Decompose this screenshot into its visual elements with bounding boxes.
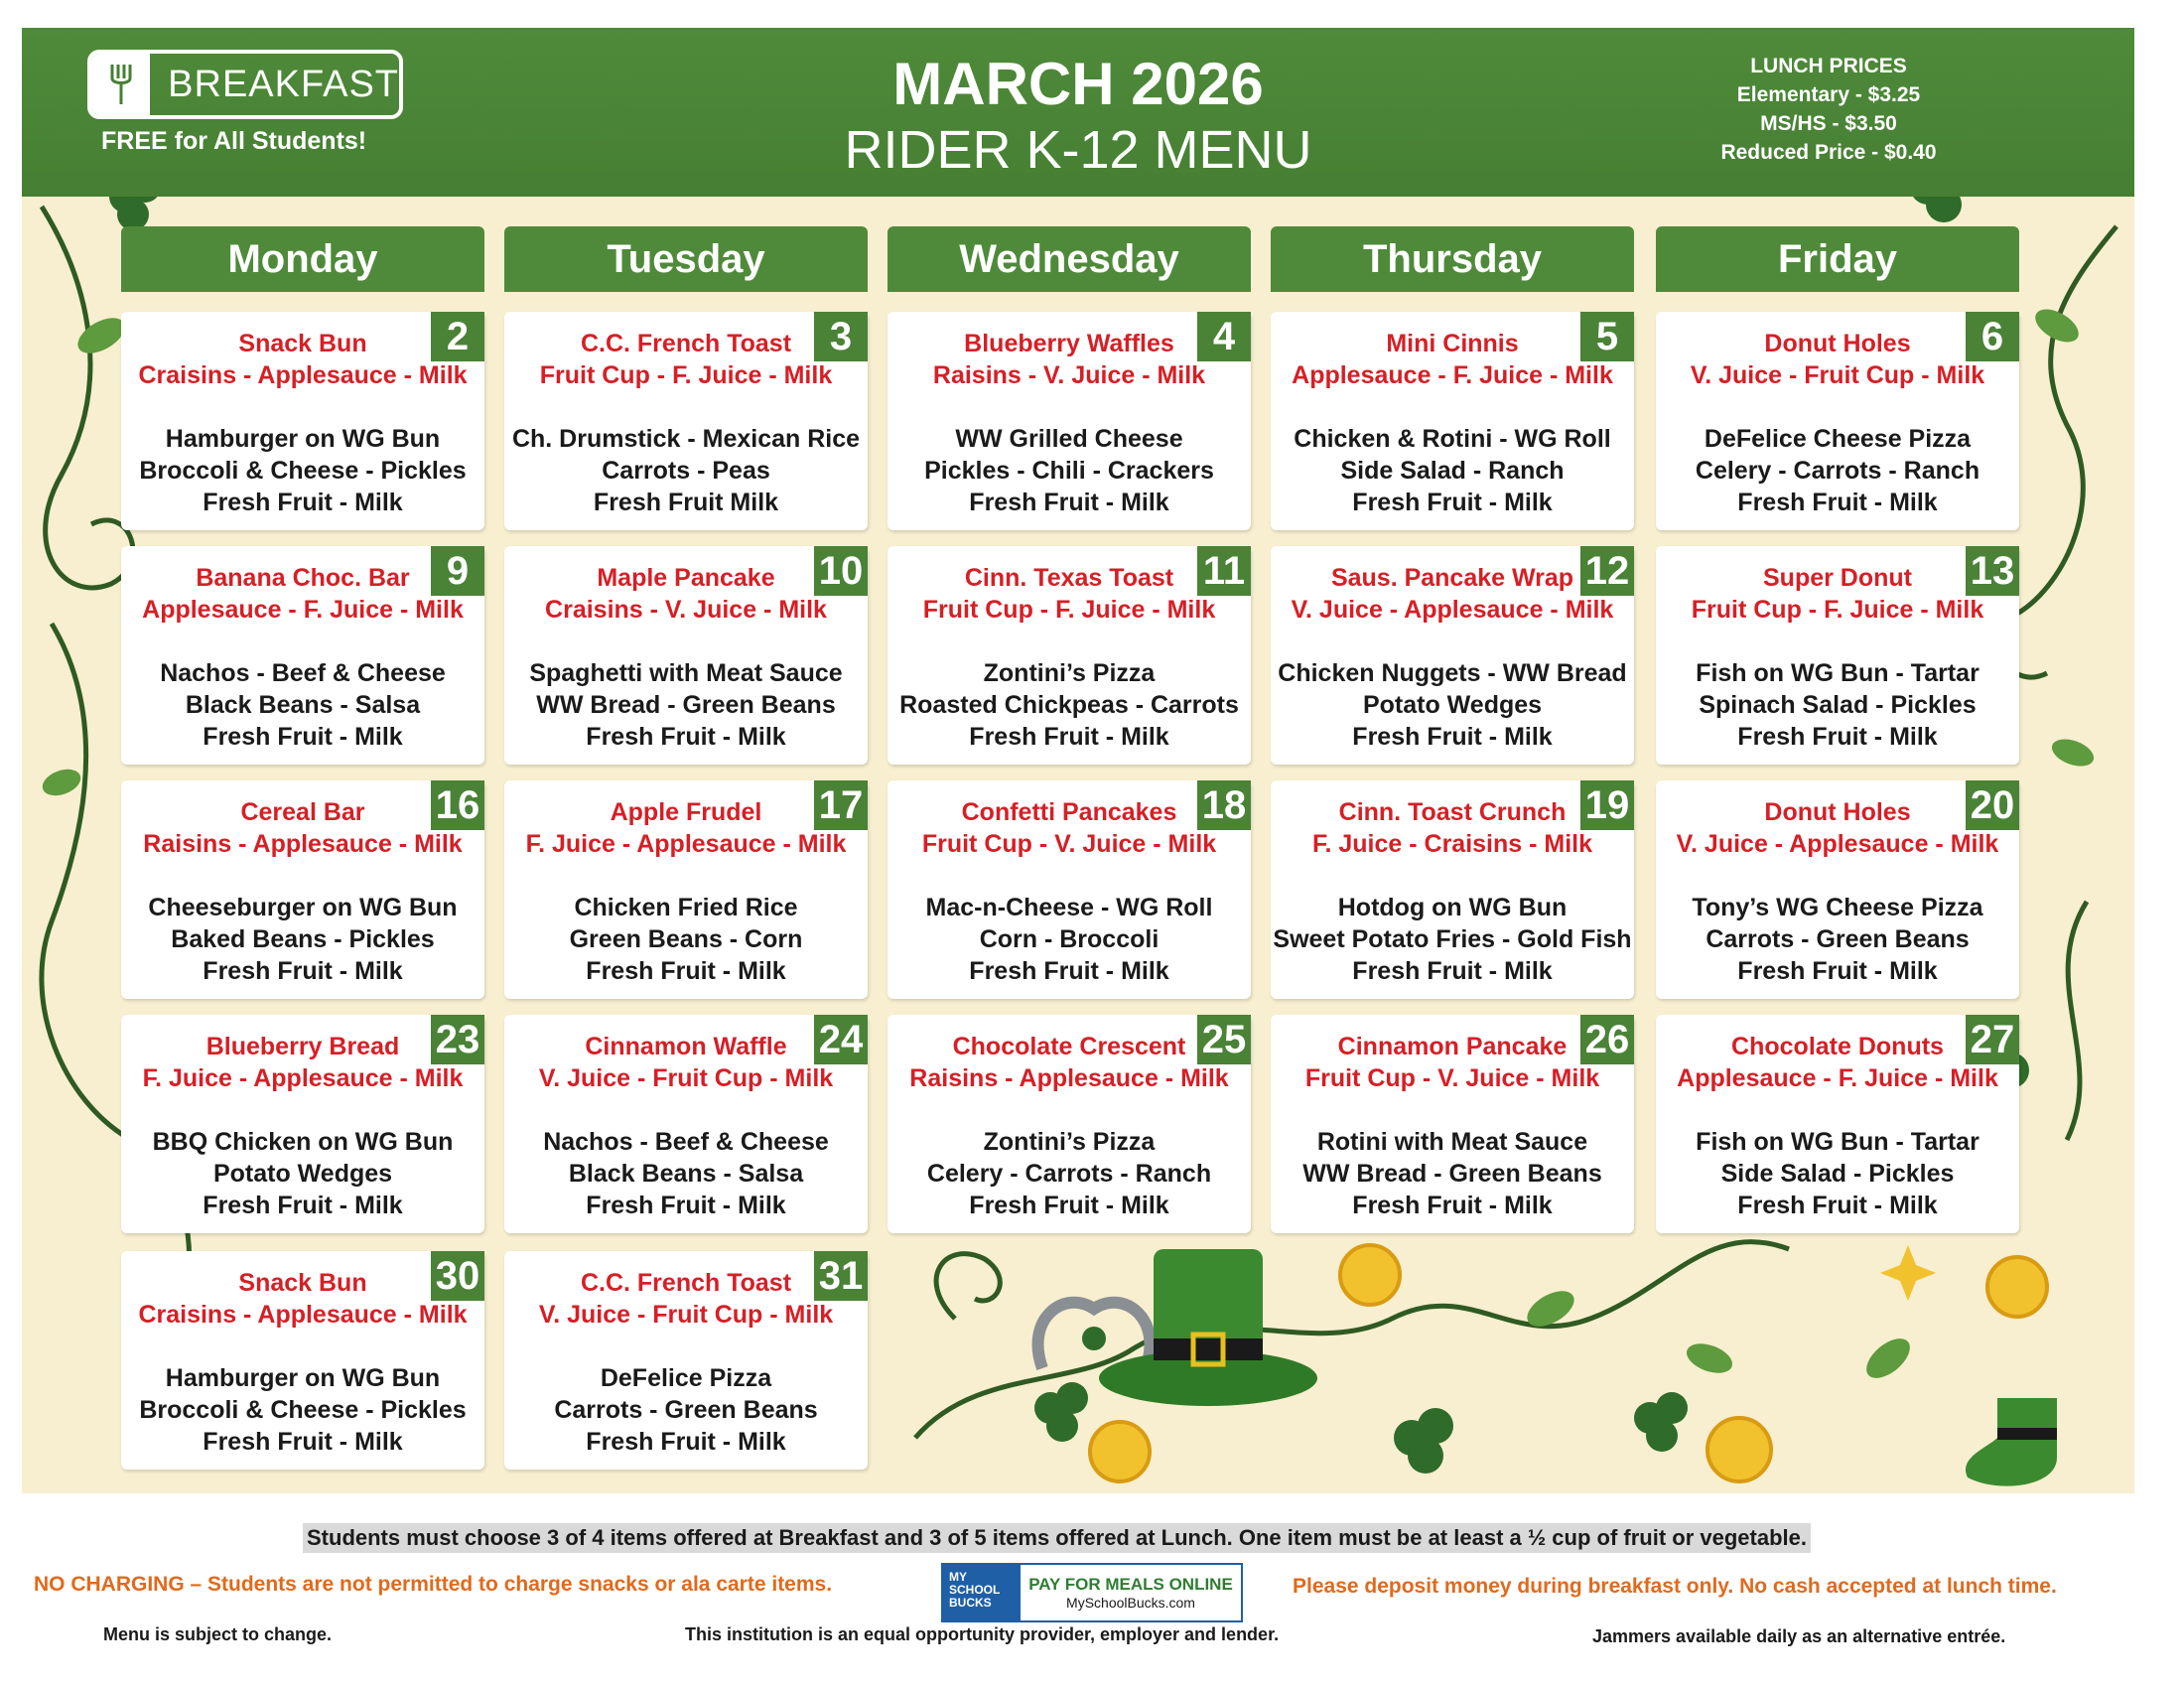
lunch-entree: Hotdog on WG Bun xyxy=(1337,894,1568,921)
no-charging-notice: NO CHARGING – Students are not permitted to charge snacks or ala carte items. xyxy=(34,1573,833,1596)
day-cell xyxy=(1656,780,2019,999)
myschoolbucks-site: MySchoolBucks.com xyxy=(1066,1595,1195,1611)
lunch-sides: Broccoli & Cheese - Pickles xyxy=(139,457,467,485)
day-header-friday: Friday xyxy=(1656,226,2019,292)
breakfast-item: Banana Choc. Bar xyxy=(196,564,410,592)
lunch-entree: Chicken Fried Rice xyxy=(574,894,798,921)
breakfast-sides: V. Juice - Applesauce - Milk xyxy=(1291,596,1614,624)
lunch-sides: Potato Wedges xyxy=(212,1160,393,1188)
lunch-sides: WW Bread - Green Beans xyxy=(536,691,836,719)
breakfast-item: Saus. Pancake Wrap xyxy=(1330,564,1574,592)
subject-to-change-note: Menu is subject to change. xyxy=(103,1624,333,1644)
lunch-entree: Zontini’s Pizza xyxy=(983,659,1156,687)
lunch-extras: Fresh Fruit - Milk xyxy=(969,1192,1169,1219)
breakfast-item: Donut Holes xyxy=(1764,330,1911,357)
breakfast-item: Blueberry Bread xyxy=(205,1033,400,1060)
breakfast-item: C.C. French Toast xyxy=(580,330,792,357)
lunch-extras: Fresh Fruit - Milk xyxy=(203,723,403,751)
lunch-sides: WW Bread - Green Beans xyxy=(1302,1160,1602,1188)
date-number: 27 xyxy=(1966,1015,2019,1064)
lunch-extras: Fresh Fruit - Milk xyxy=(1737,489,1938,516)
breakfast-sides: Fruit Cup - F. Juice - Milk xyxy=(922,596,1216,624)
lunch-sides: Pickles - Chili - Crackers xyxy=(924,457,1214,485)
equal-opportunity-note: This institution is an equal opportunity provider, employer and lender. xyxy=(685,1624,1280,1644)
lunch-extras: Fresh Fruit - Milk xyxy=(203,1192,403,1219)
lunch-extras: Fresh Fruit - Milk xyxy=(586,723,786,751)
lunch-extras: Fresh Fruit - Milk xyxy=(203,957,403,985)
lunch-extras: Fresh Fruit - Milk xyxy=(1737,1192,1938,1219)
lunch-extras: Fresh Fruit - Milk xyxy=(1352,489,1553,516)
lunch-sides: Broccoli & Cheese - Pickles xyxy=(139,1396,467,1424)
date-number: 5 xyxy=(1580,312,1634,361)
lunch-entree: Cheeseburger on WG Bun xyxy=(148,894,458,921)
lunch-extras: Fresh Fruit - Milk xyxy=(969,723,1169,751)
day-cell xyxy=(1656,546,2019,765)
breakfast-item: Donut Holes xyxy=(1764,798,1911,826)
breakfast-item: Apple Frudel xyxy=(610,798,762,826)
breakfast-item: Cinnamon Waffle xyxy=(585,1033,787,1060)
day-cell xyxy=(1271,546,1634,765)
breakfast-sides: Craisins - V. Juice - Milk xyxy=(545,596,827,624)
deposit-notice: Please deposit money during breakfast only. No cash accepted at lunch time. xyxy=(1293,1575,2057,1598)
breakfast-item: Cinnamon Pancake xyxy=(1337,1033,1568,1060)
lunch-sides: Roasted Chickpeas - Carrots xyxy=(899,691,1239,719)
lunch-prices-heading: LUNCH PRICES xyxy=(1750,55,1907,77)
lunch-entree: Chicken Nuggets - WW Bread xyxy=(1278,659,1627,687)
date-number: 18 xyxy=(1197,780,1251,830)
page-subtitle: RIDER K-12 MENU xyxy=(844,120,1312,180)
lunch-extras: Fresh Fruit - Milk xyxy=(203,489,403,516)
day-cell xyxy=(1656,1015,2019,1233)
breakfast-sides: Raisins - V. Juice - Milk xyxy=(932,361,1206,389)
header-band xyxy=(22,28,2134,197)
day-header-wednesday: Wednesday xyxy=(887,226,1251,292)
breakfast-sides: Applesauce - F. Juice - Milk xyxy=(1677,1064,1998,1092)
day-cell xyxy=(887,780,1251,999)
breakfast-free-text: FREE for All Students! xyxy=(101,127,367,155)
breakfast-item: Chocolate Crescent xyxy=(952,1033,1186,1060)
lunch-entree: Nachos - Beef & Cheese xyxy=(160,659,446,687)
lunch-sides: Spinach Salad - Pickles xyxy=(1699,691,1977,719)
day-cell xyxy=(1656,312,2019,530)
lunch-extras: Fresh Fruit - Milk xyxy=(1352,957,1553,985)
day-cell xyxy=(1271,1015,1634,1233)
menu-sheet xyxy=(22,28,2134,1493)
lunch-extras: Fresh Fruit Milk xyxy=(593,489,779,516)
lunch-sides: Sweet Potato Fries - Gold Fish xyxy=(1273,925,1632,953)
lunch-sides: Celery - Carrots - Ranch xyxy=(1695,457,1980,485)
sparkle-icon xyxy=(1880,1245,1936,1301)
lunch-extras: Fresh Fruit - Milk xyxy=(586,1428,786,1456)
day-header-tuesday: Tuesday xyxy=(504,226,868,292)
day-cell xyxy=(504,546,868,765)
lunch-entree: Rotini with Meat Sauce xyxy=(1316,1128,1588,1156)
myschoolbucks-text xyxy=(1021,1565,1241,1620)
day-cell xyxy=(1271,780,1634,999)
page-title: MARCH 2026 xyxy=(892,51,1264,117)
lunch-sides: Potato Wedges xyxy=(1362,691,1543,719)
breakfast-sides: V. Juice - Applesauce - Milk xyxy=(1676,830,1999,858)
day-cell xyxy=(504,312,868,530)
breakfast-sides: Applesauce - F. Juice - Milk xyxy=(1292,361,1613,389)
pay-online-label: PAY FOR MEALS ONLINE xyxy=(1028,1575,1233,1594)
day-cell xyxy=(121,312,484,530)
day-header-thursday: Thursday xyxy=(1271,226,1634,292)
myschoolbucks-logo: MY SCHOOL BUCKS xyxy=(943,1565,1021,1620)
breakfast-item: Cereal Bar xyxy=(240,798,365,826)
lunch-entree: Chicken & Rotini - WG Roll xyxy=(1294,425,1611,453)
day-cell xyxy=(504,1015,868,1233)
date-number: 26 xyxy=(1580,1015,1634,1064)
lunch-entree: WW Grilled Cheese xyxy=(955,425,1183,453)
lunch-extras: Fresh Fruit - Milk xyxy=(203,1428,403,1456)
breakfast-sides: Craisins - Applesauce - Milk xyxy=(138,1301,468,1329)
day-cell xyxy=(121,1015,484,1233)
breakfast-item: Cinn. Texas Toast xyxy=(964,564,1174,592)
breakfast-item: Maple Pancake xyxy=(597,564,775,592)
date-number: 11 xyxy=(1197,546,1251,596)
lunch-entree: Spaghetti with Meat Sauce xyxy=(529,659,843,687)
lunch-extras: Fresh Fruit - Milk xyxy=(586,957,786,985)
lunch-extras: Fresh Fruit - Milk xyxy=(969,957,1169,985)
date-number: 10 xyxy=(814,546,868,596)
myschoolbucks-badge[interactable] xyxy=(941,1563,1243,1622)
lunch-sides: Celery - Carrots - Ranch xyxy=(926,1160,1212,1188)
day-cell xyxy=(504,780,868,999)
lunch-sides: Baked Beans - Pickles xyxy=(171,925,435,953)
date-number: 23 xyxy=(431,1015,484,1064)
lunch-entree: Tony’s WG Cheese Pizza xyxy=(1692,894,1983,921)
lunch-entree: Ch. Drumstick - Mexican Rice xyxy=(511,425,861,453)
date-number: 25 xyxy=(1197,1015,1251,1064)
lunch-entree: DeFelice Cheese Pizza xyxy=(1704,425,1972,453)
breakfast-sides: Fruit Cup - F. Juice - Milk xyxy=(539,361,833,389)
breakfast-sides: Raisins - Applesauce - Milk xyxy=(909,1064,1229,1092)
date-number: 31 xyxy=(814,1251,868,1301)
date-number: 13 xyxy=(1966,546,2019,596)
lunch-sides: Corn - Broccoli xyxy=(979,925,1160,953)
lunch-entree: Zontini’s Pizza xyxy=(983,1128,1156,1156)
lunch-sides: Green Beans - Corn xyxy=(569,925,803,953)
breakfast-item: Chocolate Donuts xyxy=(1731,1033,1944,1060)
lunch-sides: Carrots - Green Beans xyxy=(1706,925,1970,953)
date-number: 30 xyxy=(431,1251,484,1301)
lunch-sides: Black Beans - Salsa xyxy=(568,1160,804,1188)
breakfast-label: BREAKFAST xyxy=(168,63,399,105)
day-cell xyxy=(121,1251,484,1470)
date-number: 12 xyxy=(1580,546,1634,596)
lunch-entree: Hamburger on WG Bun xyxy=(165,425,441,453)
date-number: 6 xyxy=(1966,312,2019,361)
date-number: 20 xyxy=(1966,780,2019,830)
day-cell xyxy=(887,546,1251,765)
lunch-extras: Fresh Fruit - Milk xyxy=(1352,723,1553,751)
day-cell xyxy=(121,780,484,999)
lunch-entree: Nachos - Beef & Cheese xyxy=(543,1128,829,1156)
lunch-sides: Side Salad - Pickles xyxy=(1720,1160,1955,1188)
date-number: 24 xyxy=(814,1015,868,1064)
breakfast-item: Blueberry Waffles xyxy=(964,330,1174,357)
breakfast-sides: Fruit Cup - V. Juice - Milk xyxy=(1304,1064,1600,1092)
day-header-monday: Monday xyxy=(121,226,484,292)
lunch-entree: Fish on WG Bun - Tartar xyxy=(1696,659,1979,687)
lunch-extras: Fresh Fruit - Milk xyxy=(1737,957,1938,985)
day-cell xyxy=(121,546,484,765)
breakfast-item: C.C. French Toast xyxy=(580,1269,792,1297)
breakfast-item: Cinn. Toast Crunch xyxy=(1338,798,1567,826)
breakfast-item: Confetti Pancakes xyxy=(961,798,1177,826)
lunch-extras: Fresh Fruit - Milk xyxy=(586,1192,786,1219)
leprechaun-hat-icon xyxy=(1099,1249,1317,1406)
lunch-entree: Mac-n-Cheese - WG Roll xyxy=(925,894,1213,921)
lunch-sides: Carrots - Green Beans xyxy=(554,1396,818,1424)
selection-rule-notice: Students must choose 3 of 4 items offered at Breakfast and 3 of 5 items offered at Lunch. One item must be at least a ½ cup of fruit or vegetable. xyxy=(303,1523,1811,1553)
date-number: 4 xyxy=(1197,312,1251,361)
price-reduced: Reduced Price - $0.40 xyxy=(1720,141,1937,164)
lunch-sides: Side Salad - Ranch xyxy=(1340,457,1565,485)
lunch-entree: Hamburger on WG Bun xyxy=(165,1364,441,1392)
date-number: 3 xyxy=(814,312,868,361)
price-ms-hs: MS/HS - $3.50 xyxy=(1760,112,1897,135)
breakfast-item: Mini Cinnis xyxy=(1386,330,1519,357)
breakfast-item: Super Donut xyxy=(1763,564,1912,592)
breakfast-sides: Craisins - Applesauce - Milk xyxy=(138,361,468,389)
day-cell xyxy=(887,312,1251,530)
breakfast-sides: Fruit Cup - F. Juice - Milk xyxy=(1691,596,1984,624)
lunch-sides: Carrots - Peas xyxy=(602,457,770,485)
day-cell xyxy=(504,1251,868,1470)
lunch-entree: DeFelice Pizza xyxy=(600,1364,772,1392)
day-cell xyxy=(1271,312,1634,530)
lunch-sides: Black Beans - Salsa xyxy=(185,691,421,719)
date-number: 16 xyxy=(431,780,484,830)
breakfast-item: Snack Bun xyxy=(238,1269,367,1297)
breakfast-sides: Fruit Cup - V. Juice - Milk xyxy=(921,830,1217,858)
breakfast-sides: F. Juice - Applesauce - Milk xyxy=(525,830,847,858)
date-number: 19 xyxy=(1580,780,1634,830)
breakfast-item: Snack Bun xyxy=(238,330,367,357)
breakfast-sides: Raisins - Applesauce - Milk xyxy=(143,830,463,858)
lunch-extras: Fresh Fruit - Milk xyxy=(1737,723,1938,751)
date-number: 9 xyxy=(431,546,484,596)
breakfast-sides: Applesauce - F. Juice - Milk xyxy=(142,596,464,624)
lunch-entree: Fish on WG Bun - Tartar xyxy=(1696,1128,1979,1156)
breakfast-sides: F. Juice - Applesauce - Milk xyxy=(142,1064,464,1092)
jammers-note: Jammers available daily as an alternative entrée. xyxy=(1592,1626,2006,1646)
date-number: 17 xyxy=(814,780,868,830)
lunch-prices xyxy=(1719,52,1938,167)
lunch-entree: BBQ Chicken on WG Bun xyxy=(152,1128,454,1156)
lunch-extras: Fresh Fruit - Milk xyxy=(1352,1192,1553,1219)
breakfast-sides: V. Juice - Fruit Cup - Milk xyxy=(538,1064,834,1092)
breakfast-sides: F. Juice - Craisins - Milk xyxy=(1311,830,1593,858)
price-elementary: Elementary - $3.25 xyxy=(1736,83,1921,106)
day-cell xyxy=(887,1015,1251,1233)
date-number: 2 xyxy=(431,312,484,361)
breakfast-sides: V. Juice - Fruit Cup - Milk xyxy=(538,1301,834,1329)
breakfast-sides: V. Juice - Fruit Cup - Milk xyxy=(1690,361,1985,389)
leprechaun-boot-icon xyxy=(1966,1398,2057,1486)
lunch-extras: Fresh Fruit - Milk xyxy=(969,489,1169,516)
